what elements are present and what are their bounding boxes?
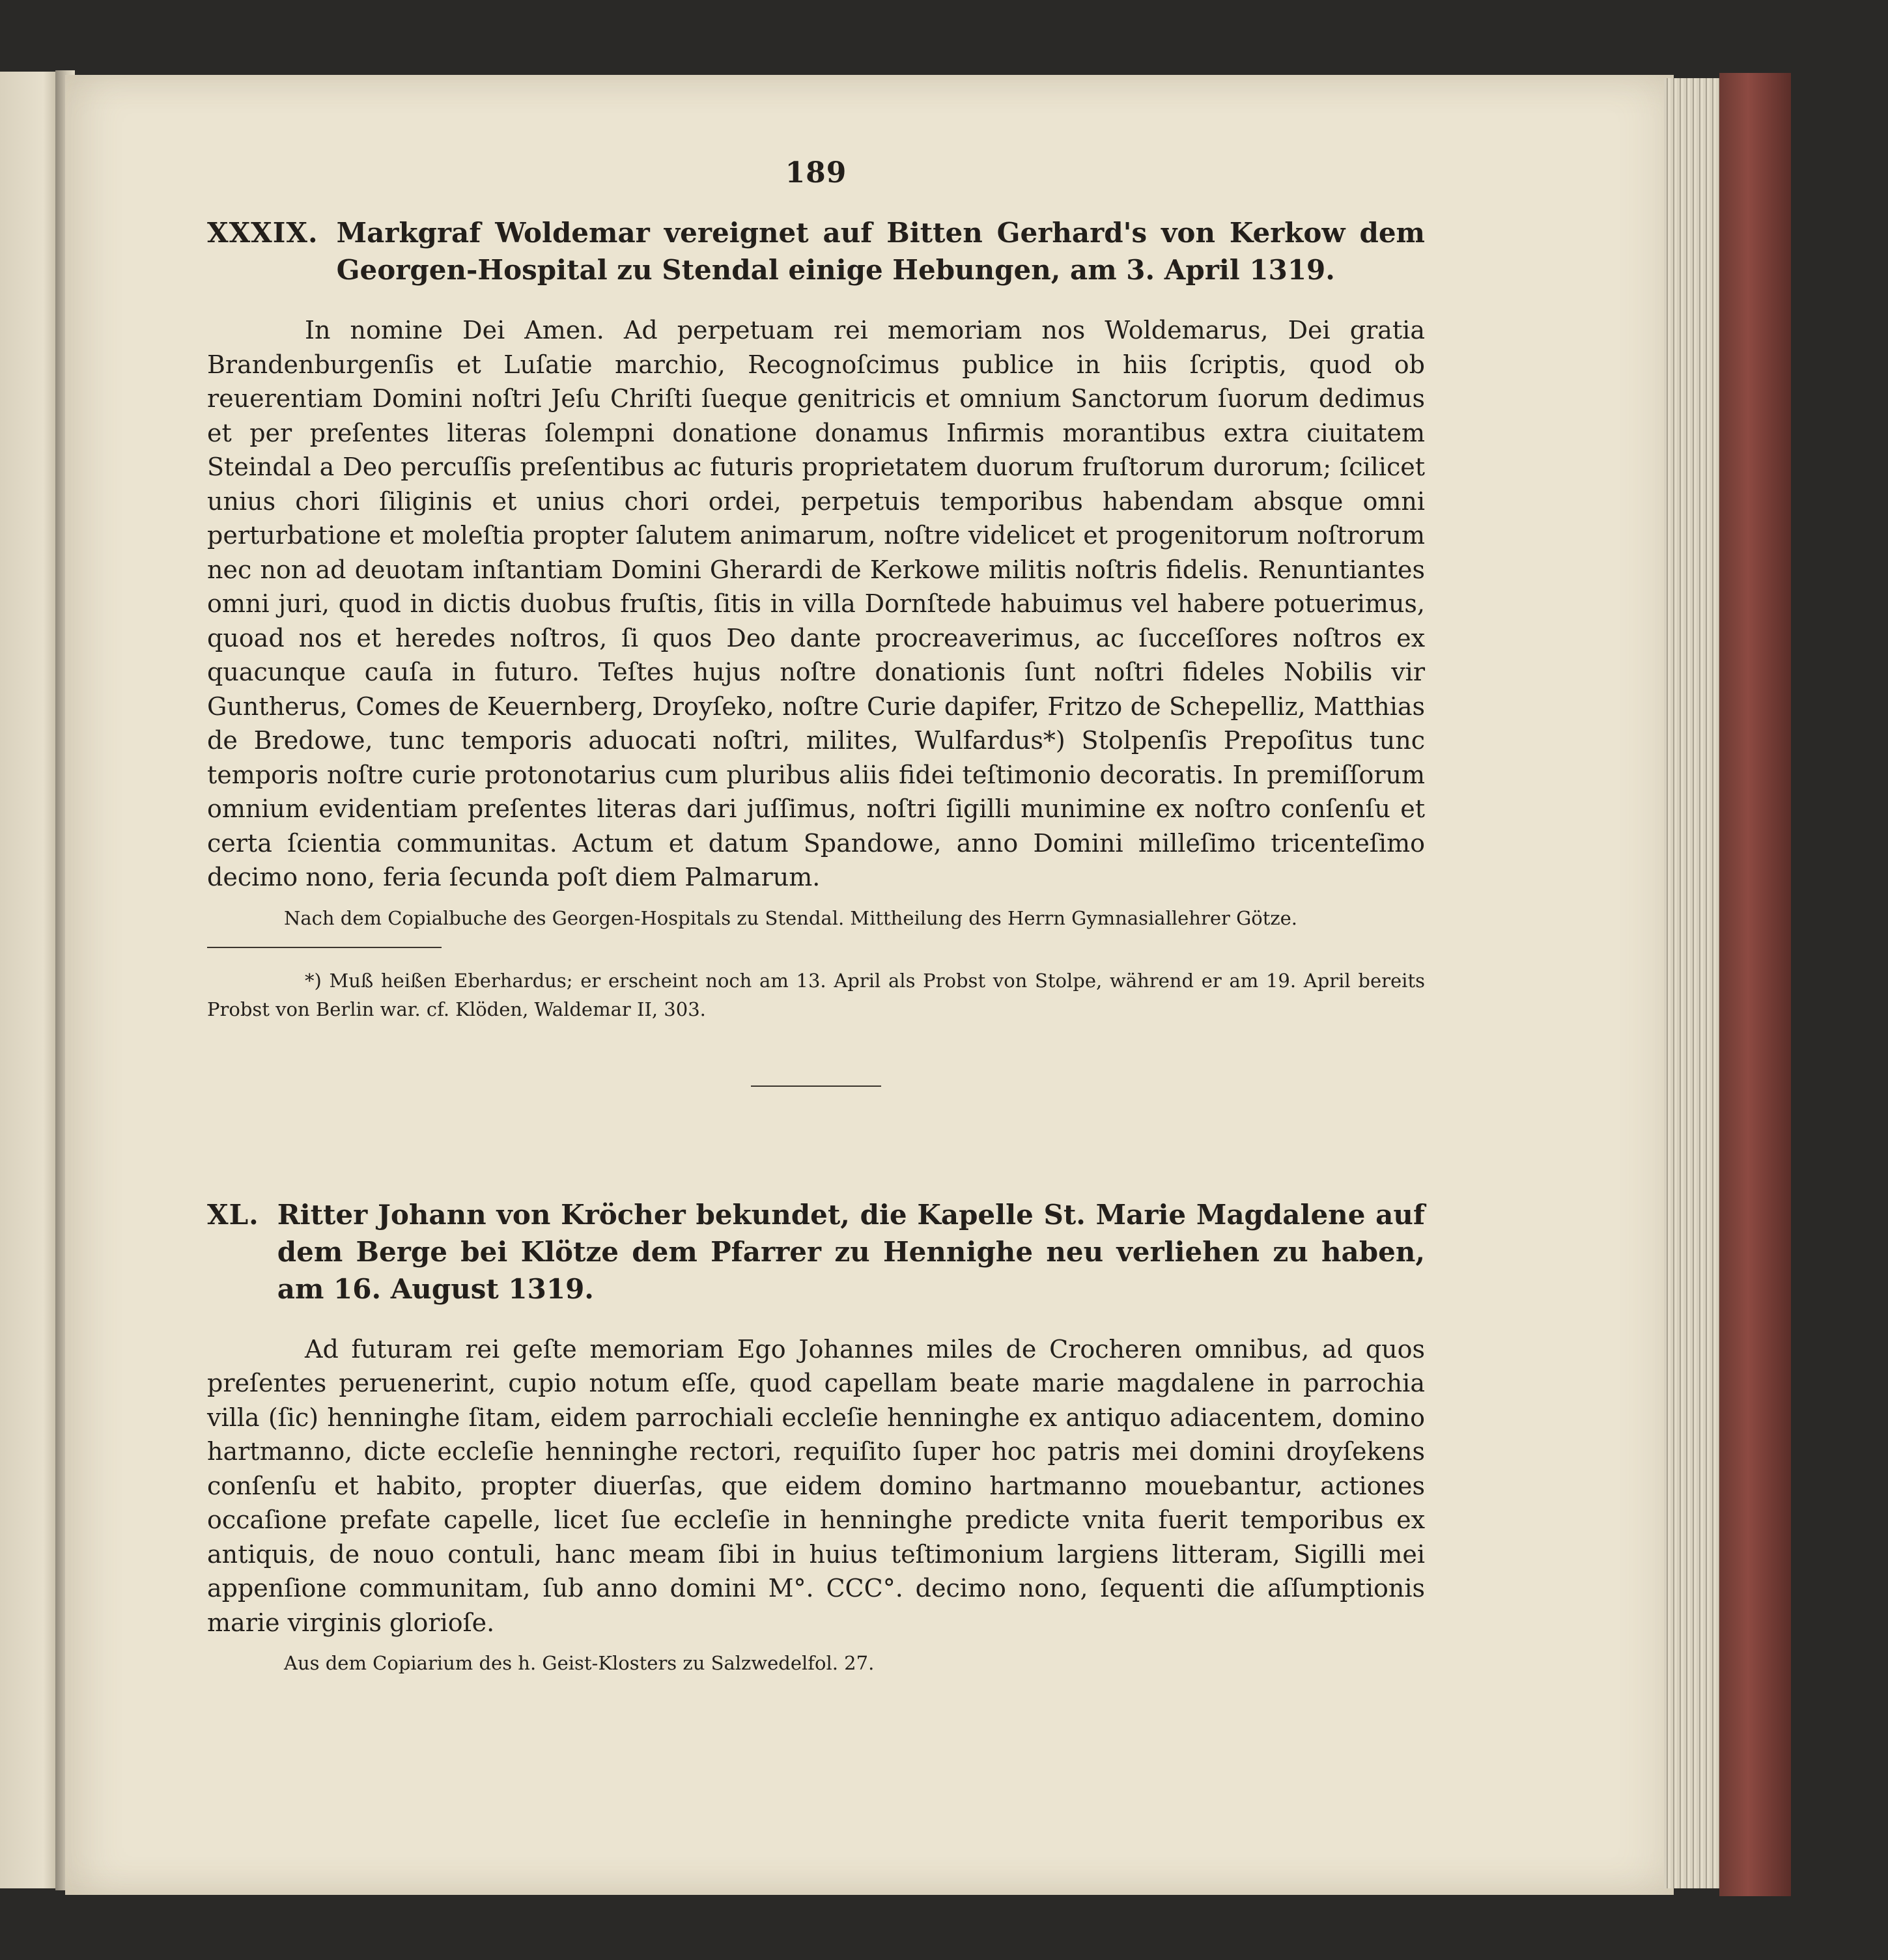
left-page-edge: [0, 72, 62, 1888]
document-heading: [207, 1196, 1425, 1308]
footnote: *) Muß heißen Eberhardus; er erscheint noch am 13. April als Probst von Stolpe, während er am 19. April bereits Probst von Berlin war. cf. Klöden, Waldemar II, 303.: [207, 969, 1425, 1020]
document-title: Ritter Johann von Kröcher bekundet, die Kapelle St. Marie Magdalene auf dem Berge bei Klötze dem Pfarrer zu Hennighe neu verliehen zu haben, am 16. August 1319.: [277, 1198, 1425, 1305]
document-heading: [207, 214, 1425, 288]
page-content: [207, 156, 1425, 1676]
document-body: In nomine Dei Amen. Ad perpetuam rei memoriam nos Woldemarus, Dei gratia Brandenburgenſis et Luſatie marchio, Recognoſcimus publice in hiis ſcriptis, quod ob reuerentiam Domini noſtri Jeſu Chriſti ſueque genitricis et omnium Sanctorum ſuorum dedimus et per preſentes literas ſolempni donatione donamus Infirmis morantibus extra ciuitatem Steindal a Deo percuſſis preſentibus ac futuris proprietatem duorum fruſtorum durorum; ſcilicet unius chori ſiliginis et unius chori ordei, perpetuis temporibus habendam absque omni perturbatione et moleſtia propter ſalutem animarum, noſtre videlicet et progenitorum noſtrorum nec non ad deuotam inſtantiam Domini Gherardi de Kerkowe militis noſtris fidelis. Renuntiantes omni juri, quod in dictis duobus fruſtis, ſitis in villa Dornſtede habuimus vel habere potuerimus, quoad nos et heredes noſtros, ſi quos Deo dante procreaverimus, ac ſucceſſores noſtros ex quacunque cauſa in futuro. Teſtes hujus noſtre donationis ſunt noſtri fideles Nobilis vir Guntherus, Comes de Keuernberg, Droyſeko, noſtre Curie dapifer, Fritzo de Schepelliz, Matthias de Bredowe, tunc temporis aduocati noſtri, milites, Wulfardus*) Stolpenſis Prepoſitus tunc temporis noſtre curie protonotarius cum pluribus aliis fidei teſtimonio decoratis. In premiſſorum omnium evidentiam preſentes literas dari juſſimus, noſtri ſigilli munimine ex noſtro conſenſu et certa ſcientia communitas. Actum et datum Spandowe, anno Domini milleſimo tricenteſimo decimo nono, feria ſecunda poſt diem Palmarum.: [207, 316, 1425, 891]
document-number: XL.: [207, 1198, 259, 1231]
document-body: Ad futuram rei geſte memoriam Ego Johannes miles de Crocheren omnibus, ad quos preſentes peruenerint, cupio notum eſſe, quod capellam beate marie magdalene in parrochia villa (ſic) henninghe ſitam, eidem parrochiali eccleſie henninghe ex antiquo adiacentem, domino hartmanno, dicte eccleſie henninghe rectori, requiſito ſuper hoc patris mei domini droyſekens conſenſu et habito, propter diuerſas, que eidem domino hartmanno mouebantur, actiones occaſione prefate capelle, licet ſue eccleſie in henninghe predicte vnita fuerit temporibus ex antiquis, de nouo contuli, hanc meam ſibi in huius teſtimonium largiens litteram, Sigilli mei appenſione communitam, ſub anno domini M°. CCC°. decimo nono, ſequenti die aſſumptionis marie virginis glorioſe.: [207, 1334, 1425, 1637]
document-title: Markgraf Woldemar vereignet auf Bitten Gerhard's von Kerkow dem Georgen-Hospital zu Stendal einige Hebungen, am 3. April 1319.: [336, 217, 1425, 286]
document-xxxix: [207, 214, 1425, 1024]
page-edges: [1664, 78, 1723, 1888]
document-xl: [207, 1196, 1425, 1677]
footnote-divider: [207, 947, 442, 948]
section-divider: [751, 1085, 881, 1087]
book-cover-edge: [1719, 73, 1791, 1896]
document-number: XXXIX.: [207, 217, 318, 249]
source-note: Aus dem Copiarium des h. Geist-Klosters zu Salzwedelfol. 27.: [284, 1652, 875, 1674]
page-number: 189: [785, 156, 847, 189]
source-note: Nach dem Copialbuche des Georgen-Hospitals zu Stendal. Mittheilung des Herrn Gymnasiallehrer Götze.: [284, 906, 1298, 929]
